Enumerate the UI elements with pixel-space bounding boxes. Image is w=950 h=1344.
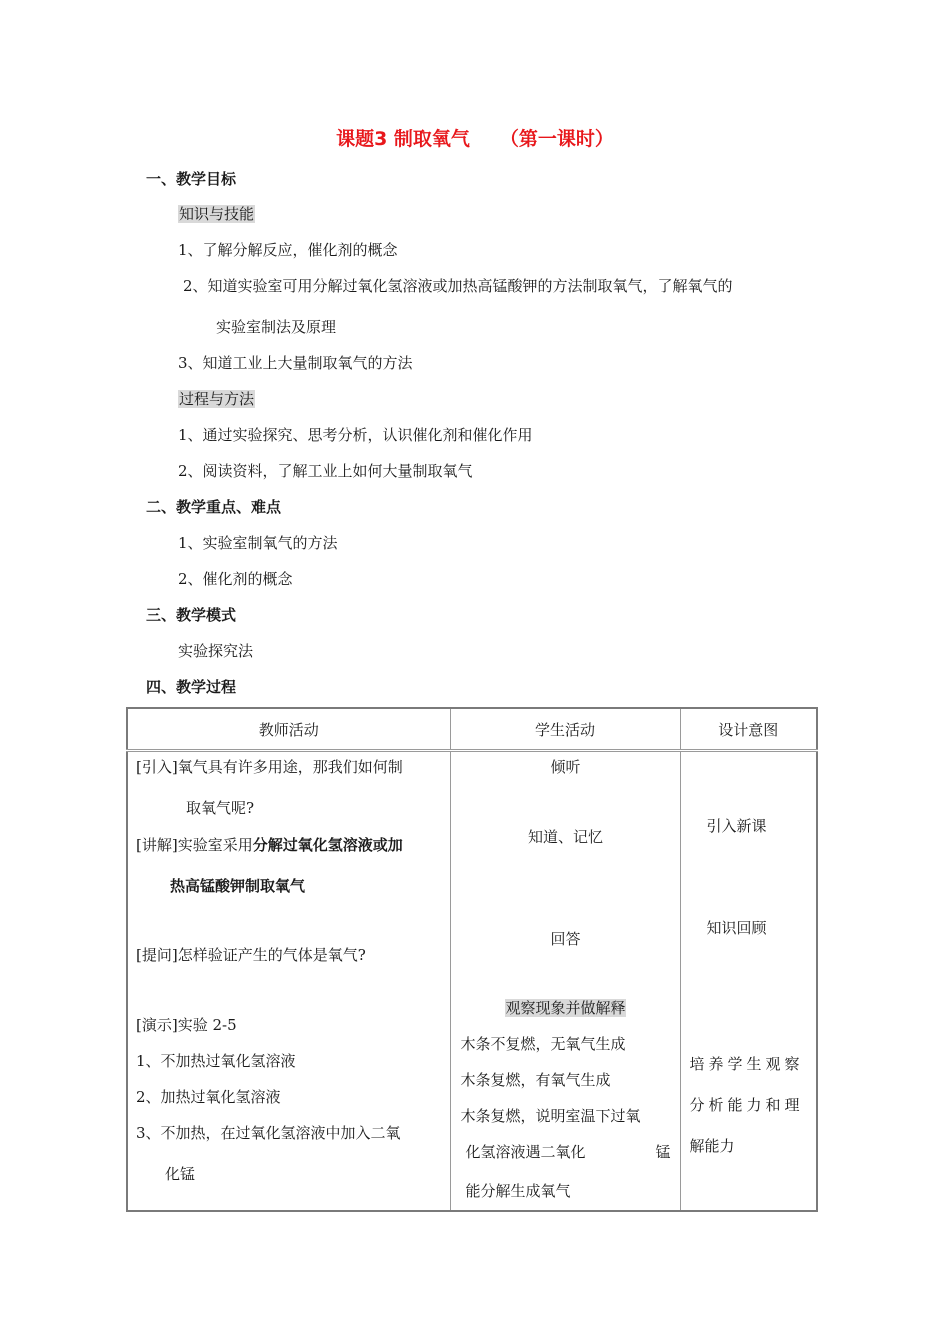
design-ability-3: 解能力: [689, 1137, 735, 1155]
section3-heading: 三、教学模式: [146, 606, 237, 624]
student-obs-3-cont-right: 锰: [655, 1143, 671, 1161]
teacher-intro: [引入]氧气具有许多用途，那我们如何制: [136, 758, 403, 776]
page-title: [0, 124, 950, 151]
table-header-row: [127, 708, 817, 751]
teacher-question: [提问]怎样验证产生的气体是氧气?: [136, 946, 366, 964]
knowledge-item-2: 2、知道实验室可用分解过氧化氢溶液或加热高锰酸钾的方法制取氧气，了解氧气的: [183, 277, 733, 295]
teacher-step-3-cont: 化锰: [165, 1165, 196, 1183]
header-design: 设计意图: [680, 708, 817, 751]
section2-heading: 二、教学重点、难点: [146, 498, 282, 516]
design-review: 知识回顾: [706, 919, 767, 937]
design-ability-1: 培养学生观察: [689, 1055, 804, 1073]
teacher-intro-cont: 取氧气呢?: [186, 799, 255, 817]
student-obs-2: 木条复燃，有氧气生成: [460, 1071, 611, 1089]
teacher-step-1: 1、不加热过氧化氢溶液: [136, 1052, 296, 1070]
design-intro: 引入新课: [706, 817, 767, 835]
teacher-cell: [127, 751, 450, 1212]
knowledge-label: 知识与技能: [179, 205, 255, 223]
teacher-step-3: 3、不加热，在过氧化氢溶液中加入二氧: [136, 1124, 401, 1142]
student-cell: [450, 751, 680, 1212]
student-answer: 回答: [550, 930, 581, 948]
teacher-lecture: [讲解]实验室采用分解过氧化氢溶液或加: [136, 836, 403, 854]
student-obs-3: 木条复燃，说明室温下过氧: [460, 1107, 641, 1125]
student-observe: 观察现象并做解释: [505, 999, 626, 1017]
process-item-2: 2、阅读资料，了解工业上如何大量制取氧气: [178, 462, 473, 480]
teacher-lecture-cont: 热高锰酸钾制取氧气: [170, 877, 306, 895]
header-teacher: 教师活动: [127, 708, 450, 751]
knowledge-item-2-cont: 实验室制法及原理: [216, 318, 337, 336]
knowledge-item-3: 3、知道工业上大量制取氧气的方法: [178, 354, 413, 372]
mode-text: 实验探究法: [178, 642, 254, 660]
keypoint-item-1: 1、实验室制氧气的方法: [178, 534, 338, 552]
table-row: [127, 751, 817, 1212]
title-main: 课题3 制取氧气: [336, 128, 470, 150]
keypoint-item-2: 2、催化剂的概念: [178, 570, 293, 588]
knowledge-item-1: 1、了解分解反应，催化剂的概念: [178, 241, 398, 259]
title-sub: （第一课时）: [499, 128, 614, 150]
design-cell: [680, 751, 817, 1212]
process-table: [126, 707, 818, 1212]
student-obs-1: 木条不复燃，无氧气生成: [460, 1035, 626, 1053]
student-obs-3-end: 能分解生成氧气: [465, 1182, 571, 1200]
section4-heading: 四、教学过程: [146, 678, 237, 696]
teacher-demo: [演示]实验 2-5: [136, 1016, 237, 1034]
student-know: 知道、记忆: [527, 828, 603, 846]
section1-heading: 一、教学目标: [146, 170, 237, 188]
design-ability-2: 分析能力和理: [689, 1096, 804, 1114]
header-student: 学生活动: [450, 708, 680, 751]
student-obs-3-cont: 化氢溶液遇二氧化: [465, 1143, 586, 1161]
student-listen: 倾听: [550, 758, 581, 776]
teacher-step-2: 2、加热过氧化氢溶液: [136, 1088, 281, 1106]
process-label: 过程与方法: [179, 390, 255, 408]
process-item-1: 1、通过实验探究、思考分析，认识催化剂和催化作用: [178, 426, 533, 444]
